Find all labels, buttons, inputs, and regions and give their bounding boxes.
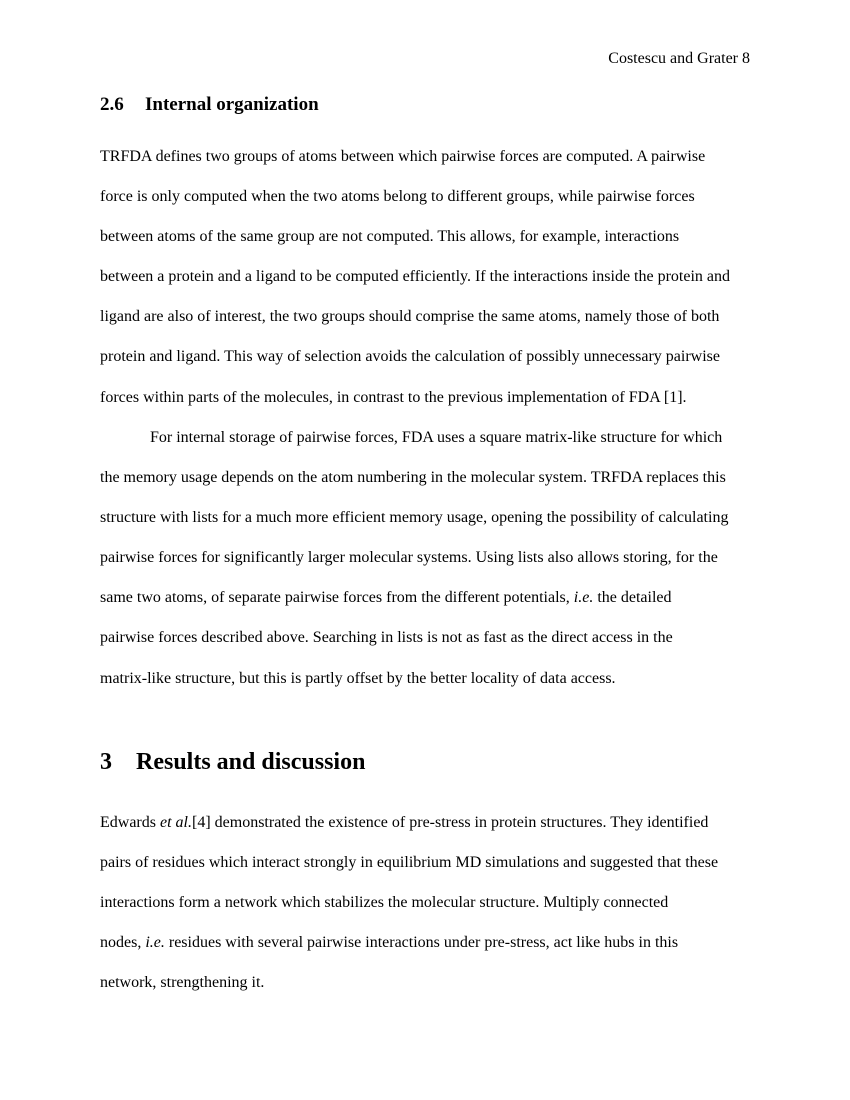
paragraph-line: between a protein and a ligand to be computed efficiently. If the interactions inside the protein and <box>100 268 731 286</box>
subsection-number: 2.6 <box>100 94 124 115</box>
paragraph-line: network, strengthening it. <box>100 974 265 992</box>
paragraph-line: pairwise forces for significantly larger molecular systems. Using lists also allows storing, for the <box>100 549 718 567</box>
text-run: same two atoms, of separate pairwise forces from the different potentials, <box>100 589 574 607</box>
paragraph-results-1 <box>100 803 752 1003</box>
paragraph-line <box>100 578 752 618</box>
text-run: residues with several pairwise interactions under pre-stress, act like hubs in this <box>164 934 679 952</box>
paragraph-line: ligand are also of interest, the two groups should comprise the same atoms, namely those of both <box>100 308 720 326</box>
paragraph-line: force is only computed when the two atoms belong to different groups, while pairwise forces <box>100 188 695 206</box>
paragraph-line: pairwise forces described above. Searching in lists is not as fast as the direct access in the <box>100 629 673 647</box>
text-run: [4] demonstrated the existence of pre-stress in protein structures. They identified <box>191 814 709 831</box>
paragraph-line: interactions form a network which stabilizes the molecular structure. Multiply connected <box>100 894 669 912</box>
paragraph-line: structure with lists for a much more efficient memory usage, opening the possibility of calculating <box>100 509 729 527</box>
paragraph-internal-organization-1 <box>100 137 752 418</box>
text-run: the detailed <box>593 589 672 607</box>
paragraph-line: pairs of residues which interact strongly in equilibrium MD simulations and suggested that these <box>100 854 719 872</box>
section-title: Results and discussion <box>136 749 366 775</box>
text-run: nodes, <box>100 934 146 952</box>
paragraph-line: the memory usage depends on the atom numbering in the molecular system. TRFDA replaces this <box>100 469 726 487</box>
text-run: Edwards <box>100 814 160 831</box>
subsection-heading <box>100 93 319 117</box>
paragraph-line: TRFDA defines two groups of atoms between which pairwise forces are computed. A pairwise <box>100 148 706 165</box>
paragraph-line: protein and ligand. This way of selection avoids the calculation of possibly unnecessary pairwise <box>100 348 720 366</box>
italic-abbreviation: i.e. <box>573 589 594 607</box>
italic-citation: et al. <box>159 814 192 831</box>
subsection-title: Internal organization <box>145 94 319 115</box>
paragraph-line: between atoms of the same group are not computed. This allows, for example, interactions <box>100 228 680 246</box>
paragraph-line: For internal storage of pairwise forces, FDA uses a square matrix-like structure for which <box>150 429 723 446</box>
paragraph-line: matrix-like structure, but this is partly offset by the better locality of data access. <box>100 669 616 687</box>
paragraph-internal-organization-2 <box>100 418 752 699</box>
section-heading <box>100 747 365 777</box>
paragraph-line: forces within parts of the molecules, in contrast to the previous implementation of FDA [1]. <box>100 388 687 406</box>
running-head: Costescu and Grater 8 <box>608 50 750 67</box>
paragraph-line <box>100 803 752 843</box>
paragraph-line <box>100 923 752 963</box>
italic-abbreviation: i.e. <box>145 934 165 952</box>
section-number: 3 <box>100 749 112 775</box>
